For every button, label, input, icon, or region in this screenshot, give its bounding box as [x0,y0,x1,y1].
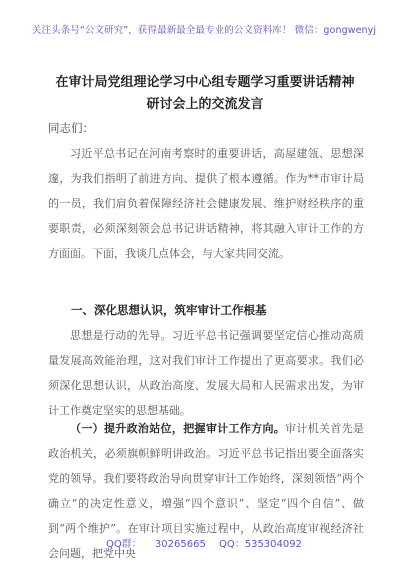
subsection-body-1: 审计机关首先是政治机关，必须旗帜鲜明讲政治。习近平总书记指出要全面落实党的领导。我们要将政治导向贯穿审计工作始终，深刻领悟“两个确立”的决定性意义，增强“四个意识”、坚定“四个自信”、做到“两个维护”。在审计项目实施过程中，从政治高度审视经济社会问题，把党中央 [48,422,365,560]
salutation: 同志们： [48,121,94,135]
subsection-heading-1: （一）提升政治站位，把握审计工作方向。 [70,422,286,435]
section-heading-1: 一、深化思想认识，筑牢审计工作根基 [71,303,267,317]
header-banner: 关注头条号“公文研究”，获得最新最全最专业的公文资料库！ 微信：gongwenyj [31,25,377,36]
paragraph-section-1: 思想是行动的先导。习近平总书记强调要坚定信心推动高质量发展高效能治理，这对我们审计工作提出了更高要求。我们必须深化思想认识，从政治高度、发展大局和人民需求出发，为审计工作奠定坚实的思想基础。 [48,329,364,417]
footer-contact: QQ群： 30265665 QQ：535304092 [105,539,302,550]
document-title: 在审计局党组理论学习中心组专题学习重要讲话精神研讨会上的交流发言 [55,75,355,112]
paragraph-intro: 习近平总书记在河南考察时的重要讲话，高屋建瓴、思想深邃，为我们指明了前进方向、提供了根本遵循。作为**市审计局的一员，我们肩负着保障经济社会健康发展、维护财经秩序的重要职责，必须深刻领会总书记讲话精神，将其融入审计工作的方方面面。下面，我谈几点体会，与大家共同交流。 [48,147,364,260]
